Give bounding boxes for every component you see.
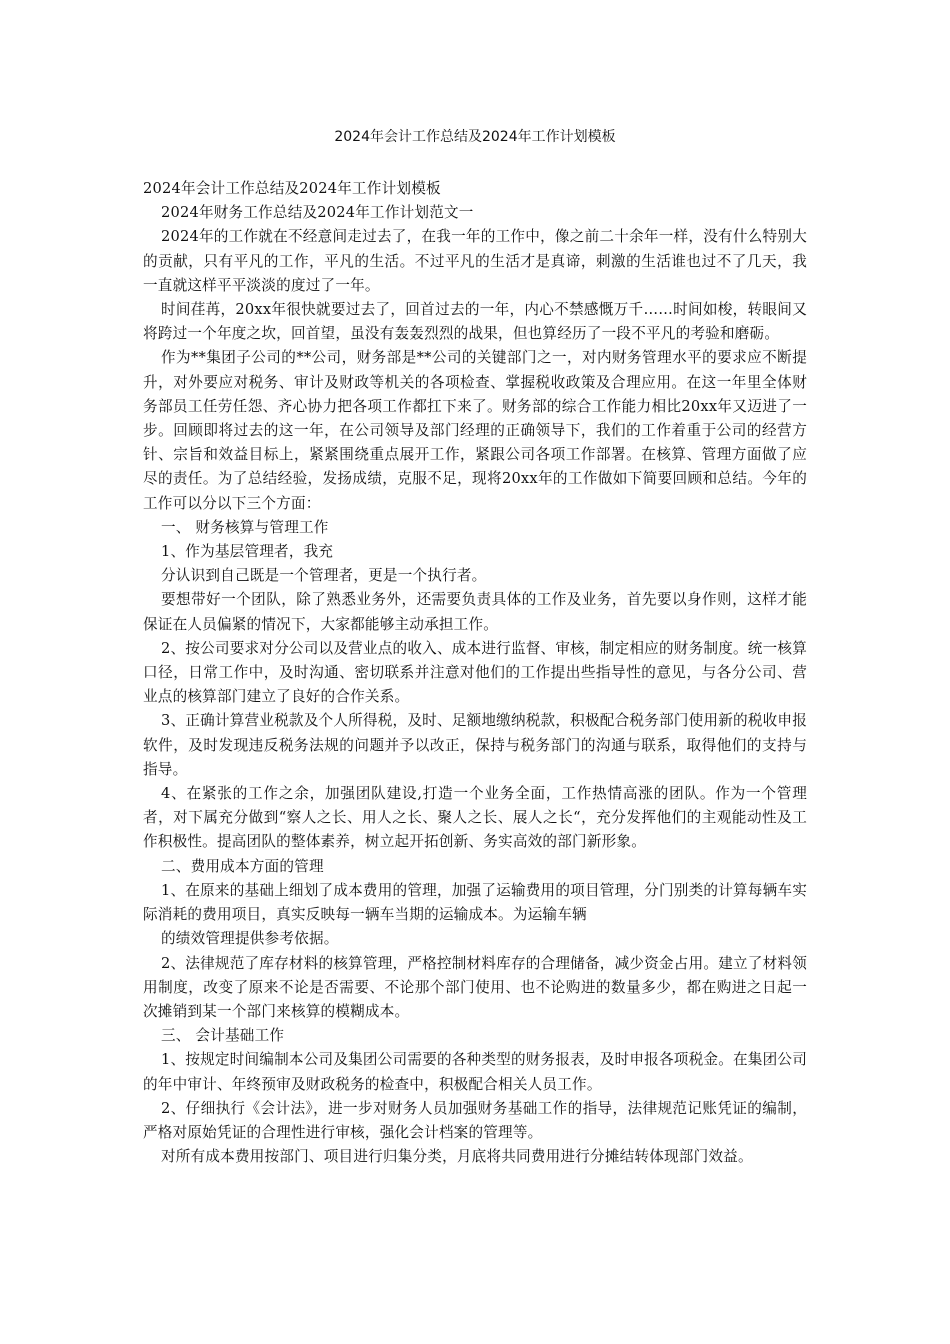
- paragraph: 3、正确计算营业税款及个人所得税，及时、足额地缴纳税款，积极配合税务部门使用新的税收申报软件，及时发现违反税务法规的问题并予以改正，保持与税务部门的沟通与联系，取得他们的支持与指导。: [143, 712, 807, 778]
- paragraph: 时间荏苒，20xx年很快就要过去了，回首过去的一年，内心不禁感慨万千……时间如梭，转眼间又将跨过一个年度之坎，回首望，虽没有轰轰烈烈的战果，但也算经历了一段不平凡的考验和磨砺。: [143, 301, 807, 343]
- paragraph: 的绩效管理提供参考依据。: [161, 930, 339, 948]
- section-heading: 三、 会计基础工作: [161, 1027, 285, 1045]
- paragraph-main-title: 2024年会计工作总结及2024年工作计划模板: [143, 180, 441, 197]
- paragraph: 分认识到自己既是一个管理者，更是一个执行者。: [161, 567, 487, 585]
- document-header-title: 2024年会计工作总结及2024年工作计划模板: [334, 129, 616, 145]
- paragraph: 要想带好一个团队，除了熟悉业务外，还需要负责具体的工作及业务，首先要以身作则，这样才能保证在人员偏紧的情况下，大家都能够主动承担工作。: [143, 591, 807, 633]
- document-body: [143, 177, 807, 1169]
- paragraph: 4、在紧张的工作之余，加强团队建设,打造一个业务全面，工作热情高涨的团队。作为一个管理者，对下属充分做到“察人之长、用人之长、聚人之长、展人之长“，充分发挥他们的主观能动性及工作积极性。提高团队的整体素养，树立起开拓创新、务实高效的部门新形象。: [143, 785, 807, 851]
- section-heading: 二、费用成本方面的管理: [161, 857, 324, 875]
- paragraph: 1、在原来的基础上细划了成本费用的管理，加强了运输费用的项目管理，分门别类的计算每辆车实际消耗的费用项目，真实反映每一辆车当期的运输成本。为运输车辆: [143, 881, 807, 924]
- section-heading: 一、 财务核算与管理工作: [161, 518, 329, 536]
- paragraph: 2、按公司要求对分公司以及营业点的收入、成本进行监督、审核，制定相应的财务制度。统一核算口径，日常工作中，及时沟通、密切联系并注意对他们的工作提出些指导性的意见，与各分公司、营业点的核算部门建立了良好的合作关系。: [143, 639, 807, 706]
- paragraph: 1、作为基层管理者，我充: [161, 543, 334, 561]
- paragraph: 作为**集团子公司的**公司，财务部是**公司的关键部门之一，对内财务管理水平的要求应不断提升，对外要应对税务、审计及财政等机关的各项检查、掌握税收政策及合理应用。在这一年里全体财务部员工任劳任怨、齐心协力把各项工作都扛下来了。财务部的综合工作能力相比20xx年又迈进了一步。回顾即将过去的这一年，在公司领导及部门经理的正确领导下，我们的工作着重于公司的经营方针、宗旨和效益目标上，紧紧围绕重点展开工作，紧跟公司各项工作部署。在核算、管理方面做了应尽的责任。为了总结经验，发扬成绩，克服不足，现将20xx年的工作做如下简要回顾和总结。今年的工作可以分以下三个方面：: [143, 349, 807, 512]
- paragraph: 对所有成本费用按部门、项目进行归集分类，月底将共同费用进行分摊结转体现部门效益。: [161, 1148, 753, 1166]
- paragraph: 1、按规定时间编制本公司及集团公司需要的各种类型的财务报表，及时申报各项税金。在集团公司的年中审计、年终预审及财政税务的检查中，积极配合相关人员工作。: [143, 1051, 807, 1093]
- paragraph: 2024年的工作就在不经意间走过去了，在我一年的工作中，像之前二十余年一样，没有什么特别大的贡献，只有平凡的工作，平凡的生活。不过平凡的生活才是真谛，刺激的生活谁也过不了几天，我一直就这样平平淡淡的度过了一年。: [143, 228, 807, 294]
- paragraph: 2、法律规范了库存材料的核算管理，严格控制材料库存的合理储备，减少资金占用。建立了材料领用制度，改变了原来不论是否需要、不论那个部门使用、也不论购进的数量多少，都在购进之日起一次摊销到某一个部门来核算的模糊成本。: [143, 954, 807, 1020]
- paragraph: 2、仔细执行《会计法》，进一步对财务人员加强财务基础工作的指导，法律规范记账凭证的编制，严格对原始凭证的合理性进行审核，强化会计档案的管理等。: [143, 1099, 807, 1141]
- paragraph-subtitle: 2024年财务工作总结及2024年工作计划范文一: [161, 204, 474, 222]
